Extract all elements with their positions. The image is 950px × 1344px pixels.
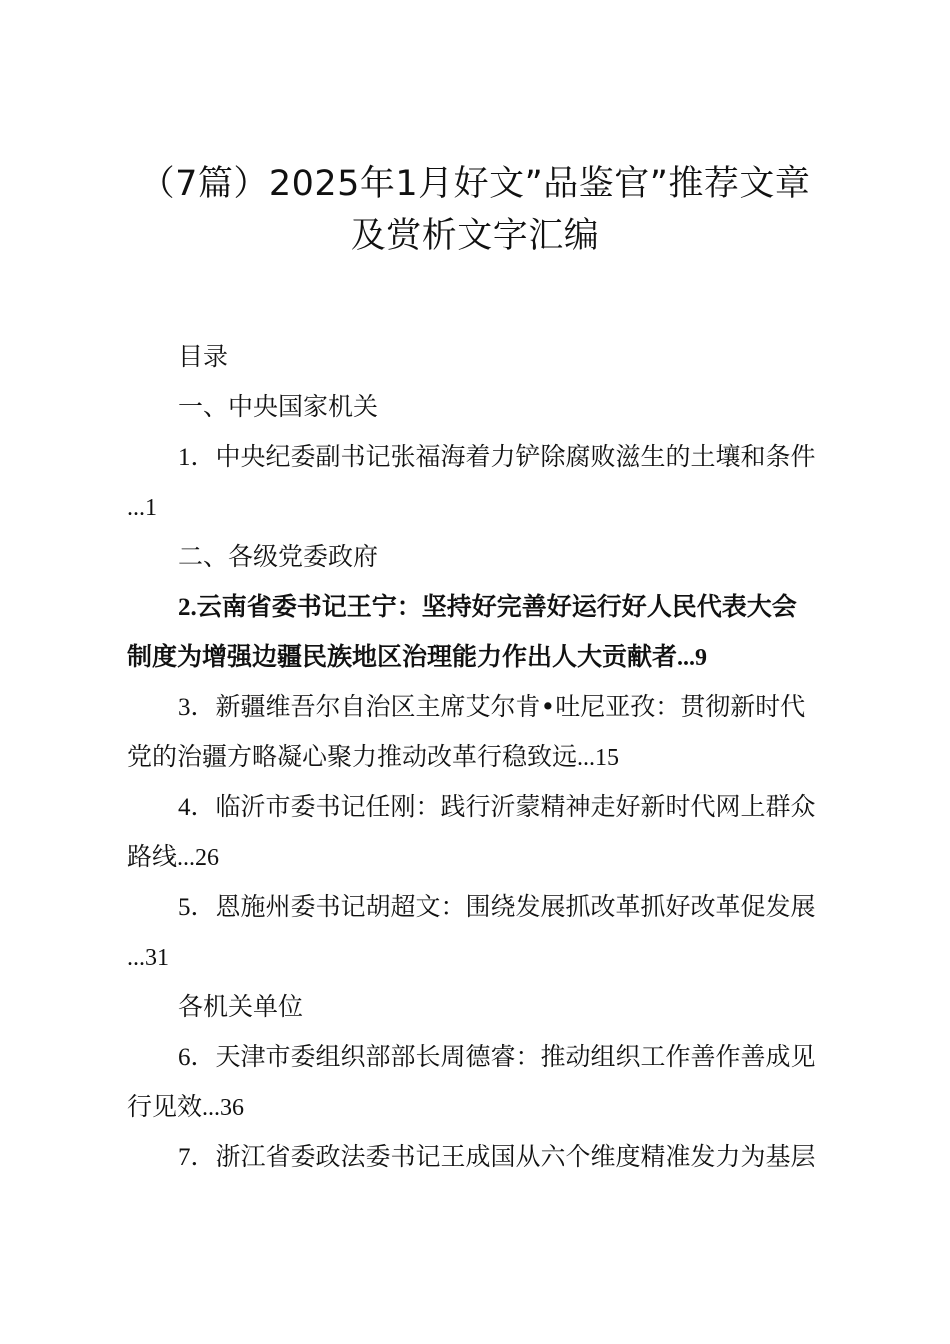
toc-item-title: 临沂市委书记任刚：践行沂蒙精神走好新时代网上群众 <box>215 792 816 821</box>
toc-page-ref: ...15 <box>577 745 620 771</box>
toc-page-ref: ...26 <box>177 845 220 871</box>
toc-item-title-continued: 路线 <box>127 842 178 871</box>
toc-item-title-continued: 行见效 <box>127 1092 203 1121</box>
toc-page-ref: ...1 <box>127 495 157 521</box>
toc-item-1-page-line <box>127 482 832 532</box>
table-of-contents <box>127 332 832 1182</box>
toc-page-ref: ...9 <box>677 645 708 671</box>
toc-heading: 目录 <box>178 342 229 371</box>
toc-item-title: 天津市委组织部部长周德睿：推动组织工作善作善成见 <box>215 1042 816 1071</box>
toc-item-number: 6． <box>178 1044 216 1071</box>
toc-item-4-continued <box>127 832 832 882</box>
toc-item-1[interactable] <box>127 432 832 482</box>
toc-item-title: 浙江省委政法委书记王成国从六个维度精准发力为基层 <box>215 1142 816 1171</box>
toc-item-title: 中央纪委副书记张福海着力铲除腐败滋生的土壤和条件 <box>215 442 816 471</box>
toc-item-number: 5． <box>178 894 216 921</box>
toc-item-number: 4． <box>178 794 216 821</box>
toc-item-title: 云南省委书记王宁：坚持好完善好运行好人民代表大会 <box>196 592 797 621</box>
toc-item-3[interactable] <box>127 682 832 732</box>
toc-item-title-continued: 制度为增强边疆民族地区治理能力作出人大贡献者 <box>127 642 678 671</box>
toc-item-6-continued <box>127 1082 832 1132</box>
document-title <box>100 158 850 262</box>
toc-item-7[interactable] <box>127 1132 832 1182</box>
toc-item-2[interactable] <box>127 582 832 632</box>
toc-item-3-continued <box>127 732 832 782</box>
toc-item-number: 1． <box>178 444 216 471</box>
toc-item-title: 恩施州委书记胡超文：围绕发展抓改革抓好改革促发展 <box>215 892 816 921</box>
toc-item-2-continued <box>127 632 832 682</box>
toc-item-number: 7． <box>178 1144 216 1171</box>
title-line-2: 及赏析文字汇编 <box>350 216 600 256</box>
toc-item-6[interactable] <box>127 1032 832 1082</box>
toc-item-title-continued: 党的治疆方略凝心聚力推动改革行稳致远 <box>127 742 578 771</box>
toc-item-title: 新疆维吾尔自治区主席艾尔肯•吐尼亚孜：贯彻新时代 <box>215 692 806 721</box>
toc-section-party-government: 二、各级党委政府 <box>178 542 379 571</box>
toc-page-ref: ...31 <box>127 945 169 971</box>
toc-item-5-page-line <box>127 932 832 982</box>
title-line-1: （7篇）2025年1月好文”品鉴官”推荐文章 <box>139 164 811 204</box>
toc-page-ref: ...36 <box>202 1095 245 1121</box>
toc-item-number: 3． <box>178 694 216 721</box>
toc-section-agencies: 各机关单位 <box>178 992 304 1021</box>
toc-item-5[interactable] <box>127 882 832 932</box>
toc-item-number: 2. <box>178 594 197 621</box>
toc-item-4[interactable] <box>127 782 832 832</box>
toc-section-central-organs: 一、中央国家机关 <box>178 392 379 421</box>
